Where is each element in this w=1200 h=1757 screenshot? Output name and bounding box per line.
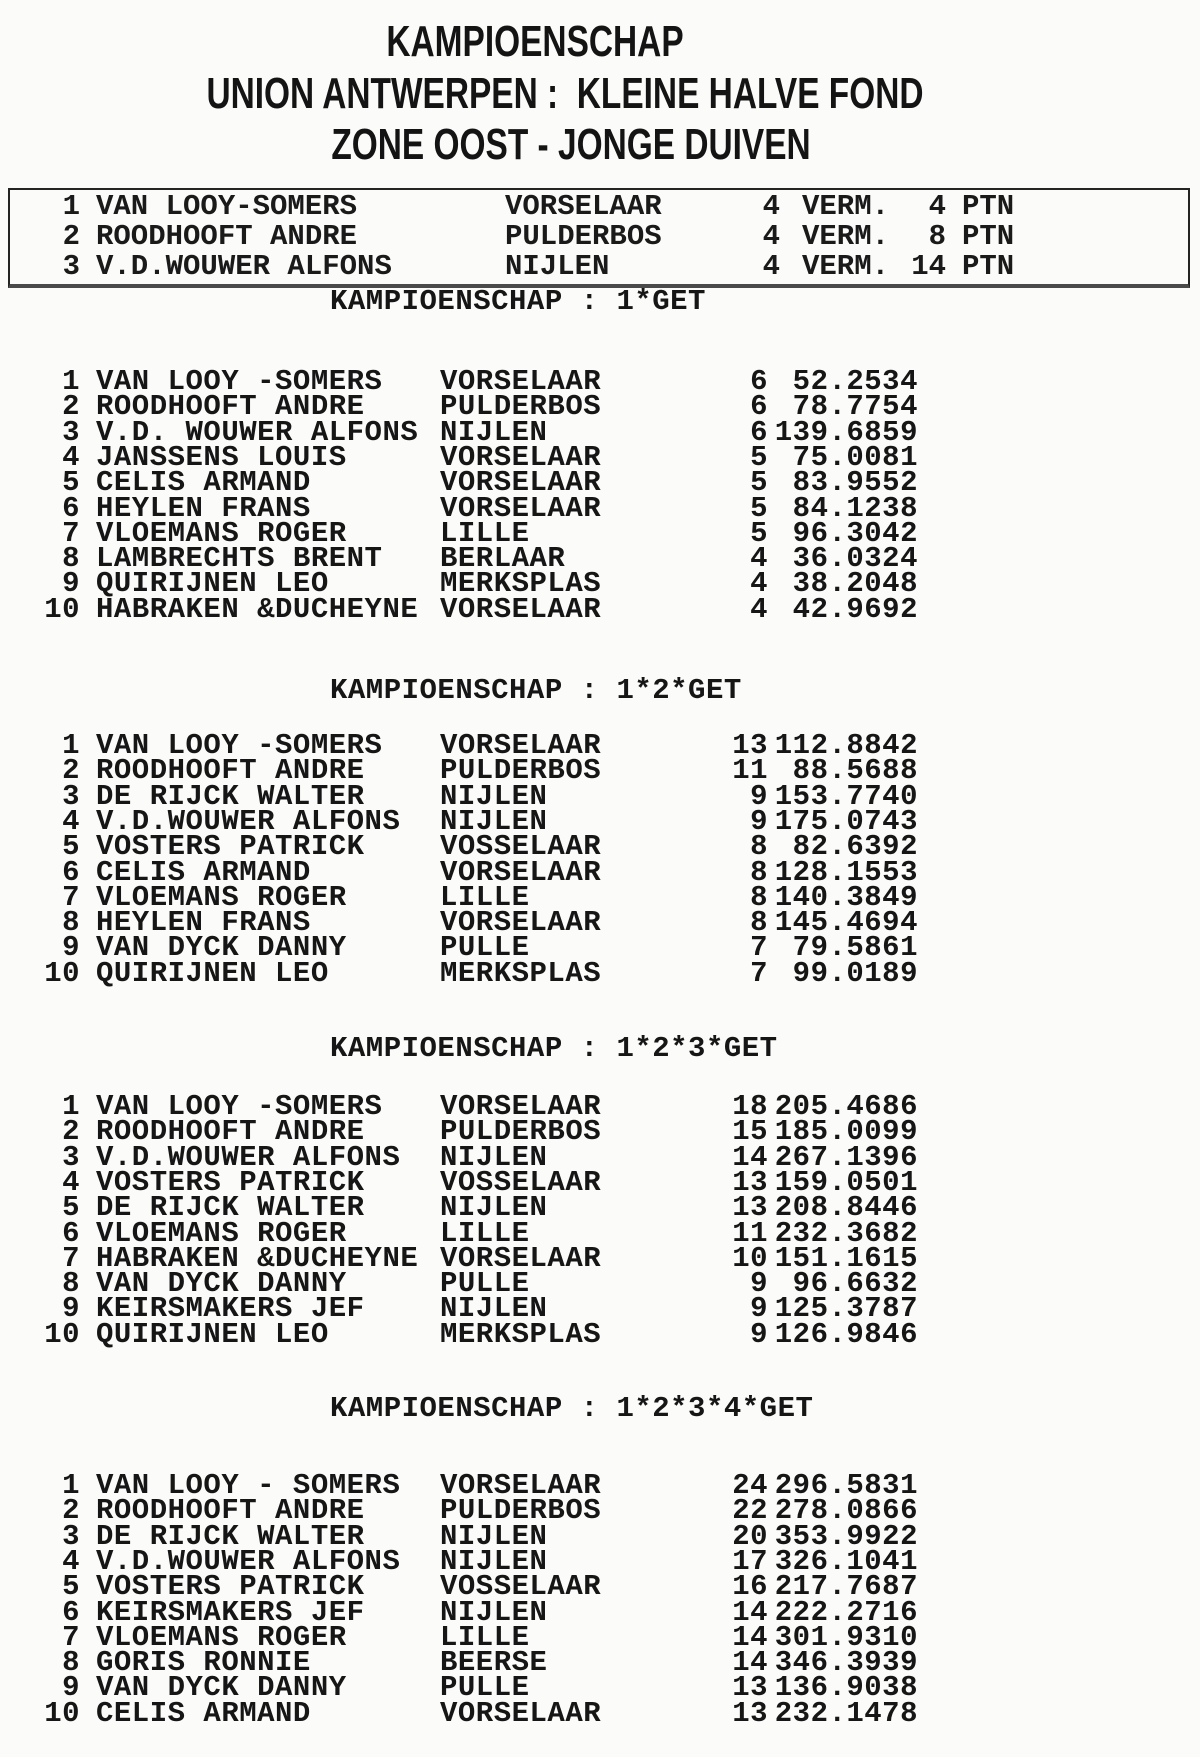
- fancier-name-cell: KEIRSMAKERS JEF: [96, 1292, 365, 1326]
- fancier-name-cell: HABRAKEN &DUCHEYNE: [96, 1241, 419, 1275]
- coefficient-cell: 222.2716: [774, 1595, 918, 1629]
- rank-cell: 1: [62, 1090, 80, 1123]
- rank-cell: 7: [62, 880, 80, 914]
- points-cell: 14: [911, 250, 946, 283]
- fancier-name-cell: V.D.WOUWER ALFONS: [96, 1544, 401, 1578]
- rank-cell: 6: [62, 1595, 80, 1629]
- prizes-count-cell: 20: [732, 1519, 768, 1553]
- prizes-count-cell: 9: [750, 1317, 768, 1351]
- prizes-count-cell: 7: [750, 956, 768, 990]
- verm-label: VERM.: [802, 250, 890, 283]
- report-title-line-2: UNION ANTWERPEN : KLEINE HALVE FOND: [206, 69, 924, 118]
- city-cell: PULDERBOS: [505, 220, 662, 253]
- prizes-count-cell: 8: [750, 855, 768, 889]
- prizes-count-cell: 18: [732, 1090, 768, 1123]
- coefficient-cell: 145.4694: [774, 906, 918, 940]
- coefficient-cell: 353.9922: [774, 1519, 918, 1553]
- rank-cell: 9: [62, 1671, 80, 1705]
- coefficient-cell: 126.9846: [774, 1317, 918, 1351]
- city-cell: NIJLEN: [440, 1544, 548, 1578]
- prizes-count-cell: 8: [750, 906, 768, 940]
- rank-cell: 5: [62, 1570, 80, 1604]
- prizes-count-cell: 6: [750, 390, 768, 424]
- prizes-count-cell: 13: [732, 1191, 768, 1225]
- rank-cell: 4: [62, 1165, 80, 1199]
- rank-cell: 10: [44, 956, 80, 990]
- coefficient-cell: 125.3787: [774, 1292, 918, 1326]
- prizes-count-cell: 5: [750, 440, 768, 474]
- prizes-count-cell: 22: [732, 1494, 768, 1528]
- fancier-name-cell: QUIRIJNEN LEO: [96, 1317, 329, 1351]
- rank-cell: 1: [62, 729, 80, 762]
- coefficient-cell: 96.6632: [792, 1267, 918, 1301]
- fancier-name-cell: CELIS ARMAND: [96, 855, 311, 889]
- coefficient-cell: 232.1478: [774, 1696, 918, 1730]
- rank-cell: 3: [62, 250, 80, 283]
- fancier-name-cell: V.D.WOUWER ALFONS: [96, 1140, 401, 1174]
- fancier-name-cell: QUIRIJNEN LEO: [96, 956, 329, 990]
- rank-cell: 9: [62, 931, 80, 965]
- coefficient-cell: 36.0324: [792, 542, 918, 576]
- coefficient-cell: 301.9310: [774, 1620, 918, 1654]
- city-cell: NIJLEN: [440, 415, 548, 449]
- coefficient-cell: 140.3849: [774, 880, 918, 914]
- verm-summary-box: [8, 188, 1190, 288]
- coefficient-cell: 84.1238: [792, 491, 918, 525]
- fancier-name-cell: ROODHOOFT ANDRE: [96, 1115, 365, 1149]
- coefficient-cell: 159.0501: [774, 1165, 918, 1199]
- coefficient-cell: 128.1553: [774, 855, 918, 889]
- city-cell: NIJLEN: [440, 1140, 548, 1174]
- fancier-name-cell: JANSSENS LOUIS: [96, 440, 347, 474]
- points-cell: 8: [928, 220, 946, 253]
- verm-count-cell: 4: [762, 190, 780, 223]
- city-cell: NIJLEN: [440, 1595, 548, 1629]
- verm-count-cell: 4: [762, 220, 780, 253]
- rank-cell: 7: [62, 1620, 80, 1654]
- section-heading: KAMPIOENSCHAP : 1*2*3*4*GET: [330, 1392, 814, 1425]
- coefficient-cell: 88.5688: [792, 754, 918, 788]
- coefficient-cell: 75.0081: [792, 440, 918, 474]
- fancier-name-cell: VOSTERS PATRICK: [96, 1165, 365, 1199]
- city-cell: LILLE: [440, 1216, 530, 1250]
- rank-cell: 3: [62, 415, 80, 449]
- prizes-count-cell: 10: [732, 1241, 768, 1275]
- prizes-count-cell: 16: [732, 1570, 768, 1604]
- city-cell: NIJLEN: [440, 1292, 548, 1326]
- city-cell: NIJLEN: [440, 1191, 548, 1225]
- ranking-table-row: [32, 1696, 918, 1730]
- points-cell: 4: [928, 190, 946, 223]
- city-cell: LILLE: [440, 880, 530, 914]
- coefficient-cell: 205.4686: [774, 1090, 918, 1123]
- fancier-name-cell: GORIS RONNIE: [96, 1646, 311, 1680]
- prizes-count-cell: 15: [732, 1115, 768, 1149]
- city-cell: VORSELAAR: [440, 1090, 602, 1123]
- rank-cell: 5: [62, 830, 80, 864]
- coefficient-cell: 346.3939: [774, 1646, 918, 1680]
- coefficient-cell: 78.7754: [792, 390, 918, 424]
- prizes-count-cell: 9: [750, 1267, 768, 1301]
- city-cell: NIJLEN: [505, 250, 610, 283]
- fancier-name-cell: HEYLEN FRANS: [96, 491, 311, 525]
- fancier-name-cell: DE RIJCK WALTER: [96, 1519, 365, 1553]
- rank-cell: 1: [62, 1469, 80, 1502]
- fancier-name-cell: VAN LOOY -SOMERS: [96, 729, 383, 762]
- fancier-name-cell: CELIS ARMAND: [96, 466, 311, 500]
- city-cell: VORSELAAR: [440, 906, 602, 940]
- prizes-count-cell: 8: [750, 830, 768, 864]
- city-cell: VORSELAAR: [440, 592, 602, 626]
- ptn-label: PTN: [962, 220, 1015, 253]
- coefficient-cell: 296.5831: [774, 1469, 918, 1502]
- fancier-name-cell: V.D. WOUWER ALFONS: [96, 415, 419, 449]
- fancier-name-cell: ROODHOOFT ANDRE: [96, 220, 358, 253]
- city-cell: LILLE: [440, 1620, 530, 1654]
- ranking-table-row: [32, 592, 918, 626]
- prizes-count-cell: 4: [750, 592, 768, 626]
- prizes-count-cell: 5: [750, 491, 768, 525]
- rank-cell: 8: [62, 1646, 80, 1680]
- fancier-name-cell: VLOEMANS ROGER: [96, 516, 347, 550]
- coefficient-cell: 185.0099: [774, 1115, 918, 1149]
- verm-label: VERM.: [802, 190, 890, 223]
- rank-cell: 2: [62, 1115, 80, 1149]
- prizes-count-cell: 5: [750, 516, 768, 550]
- city-cell: PULLE: [440, 1267, 530, 1301]
- city-cell: VORSELAAR: [440, 365, 602, 398]
- rank-cell: 7: [62, 516, 80, 550]
- rank-cell: 6: [62, 491, 80, 525]
- prizes-count-cell: 11: [732, 754, 768, 788]
- verm-box-row: [10, 222, 1188, 252]
- fancier-name-cell: ROODHOOFT ANDRE: [96, 390, 365, 424]
- prizes-count-cell: 14: [732, 1646, 768, 1680]
- prizes-count-cell: 14: [732, 1620, 768, 1654]
- rank-cell: 5: [62, 1191, 80, 1225]
- fancier-name-cell: VAN DYCK DANNY: [96, 931, 347, 965]
- coefficient-cell: 232.3682: [774, 1216, 918, 1250]
- city-cell: VORSELAAR: [440, 855, 602, 889]
- coefficient-cell: 208.8446: [774, 1191, 918, 1225]
- verm-count-cell: 4: [762, 250, 780, 283]
- rank-cell: 4: [62, 1544, 80, 1578]
- coefficient-cell: 83.9552: [792, 466, 918, 500]
- city-cell: VORSELAAR: [440, 466, 602, 500]
- verm-label: VERM.: [802, 220, 890, 253]
- coefficient-cell: 96.3042: [792, 516, 918, 550]
- rank-cell: 2: [62, 1494, 80, 1528]
- fancier-name-cell: CELIS ARMAND: [96, 1696, 311, 1730]
- report-title-line-1: KAMPIOENSCHAP: [386, 17, 684, 66]
- city-cell: MERKSPLAS: [440, 956, 602, 990]
- verm-box-row: [10, 252, 1188, 282]
- coefficient-cell: 99.0189: [792, 956, 918, 990]
- city-cell: VORSELAAR: [440, 440, 602, 474]
- fancier-name-cell: V.D.WOUWER ALFONS: [96, 250, 392, 283]
- rank-cell: 8: [62, 542, 80, 576]
- rank-cell: 10: [44, 1696, 80, 1730]
- prizes-count-cell: 6: [750, 415, 768, 449]
- city-cell: VORSELAAR: [440, 1696, 602, 1730]
- rank-cell: 3: [62, 1519, 80, 1553]
- fancier-name-cell: HEYLEN FRANS: [96, 906, 311, 940]
- rank-cell: 3: [62, 779, 80, 813]
- rank-cell: 9: [62, 1292, 80, 1326]
- fancier-name-cell: ROODHOOFT ANDRE: [96, 754, 365, 788]
- city-cell: PULLE: [440, 1671, 530, 1705]
- rank-cell: 3: [62, 1140, 80, 1174]
- fancier-name-cell: LAMBRECHTS BRENT: [96, 542, 383, 576]
- coefficient-cell: 326.1041: [774, 1544, 918, 1578]
- fancier-name-cell: DE RIJCK WALTER: [96, 1191, 365, 1225]
- city-cell: VORSELAAR: [505, 190, 662, 223]
- fancier-name-cell: V.D.WOUWER ALFONS: [96, 804, 401, 838]
- rank-cell: 8: [62, 906, 80, 940]
- coefficient-cell: 153.7740: [774, 779, 918, 813]
- prizes-count-cell: 4: [750, 542, 768, 576]
- coefficient-cell: 38.2048: [792, 567, 918, 601]
- rank-cell: 2: [62, 754, 80, 788]
- coefficient-cell: 52.2534: [792, 365, 918, 398]
- fancier-name-cell: VAN LOOY -SOMERS: [96, 365, 383, 398]
- city-cell: MERKSPLAS: [440, 567, 602, 601]
- city-cell: VORSELAAR: [440, 1241, 602, 1275]
- rank-cell: 2: [62, 390, 80, 424]
- city-cell: NIJLEN: [440, 1519, 548, 1553]
- city-cell: VORSELAAR: [440, 729, 602, 762]
- fancier-name-cell: VAN LOOY-SOMERS: [96, 190, 358, 223]
- city-cell: NIJLEN: [440, 779, 548, 813]
- prizes-count-cell: 14: [732, 1595, 768, 1629]
- prizes-count-cell: 13: [732, 1165, 768, 1199]
- city-cell: MERKSPLAS: [440, 1317, 602, 1351]
- city-cell: PULDERBOS: [440, 1115, 602, 1149]
- city-cell: PULLE: [440, 931, 530, 965]
- rank-cell: 5: [62, 466, 80, 500]
- coefficient-cell: 139.6859: [774, 415, 918, 449]
- prizes-count-cell: 17: [732, 1544, 768, 1578]
- city-cell: VORSELAAR: [440, 491, 602, 525]
- rank-cell: 6: [62, 855, 80, 889]
- rank-cell: 4: [62, 804, 80, 838]
- rank-cell: 1: [62, 190, 80, 223]
- prizes-count-cell: 9: [750, 804, 768, 838]
- city-cell: VORSELAAR: [440, 1469, 602, 1502]
- prizes-count-cell: 9: [750, 779, 768, 813]
- prizes-count-cell: 5: [750, 466, 768, 500]
- section-heading: KAMPIOENSCHAP : 1*2*GET: [330, 674, 742, 707]
- coefficient-cell: 267.1396: [774, 1140, 918, 1174]
- fancier-name-cell: VLOEMANS ROGER: [96, 1216, 347, 1250]
- ptn-label: PTN: [962, 190, 1015, 223]
- fancier-name-cell: VLOEMANS ROGER: [96, 1620, 347, 1654]
- city-cell: LILLE: [440, 516, 530, 550]
- ranking-table-row: [32, 956, 918, 990]
- city-cell: BERLAAR: [440, 542, 566, 576]
- coefficient-cell: 278.0866: [774, 1494, 918, 1528]
- coefficient-cell: 79.5861: [792, 931, 918, 965]
- coefficient-cell: 136.9038: [774, 1671, 918, 1705]
- city-cell: BEERSE: [440, 1646, 548, 1680]
- ptn-label: PTN: [962, 250, 1015, 283]
- coefficient-cell: 217.7687: [774, 1570, 918, 1604]
- prizes-count-cell: 13: [732, 1671, 768, 1705]
- fancier-name-cell: VOSTERS PATRICK: [96, 1570, 365, 1604]
- report-title-line-3: ZONE OOST - JONGE DUIVEN: [331, 120, 811, 169]
- city-cell: VOSSELAAR: [440, 1165, 602, 1199]
- prizes-count-cell: 13: [732, 729, 768, 762]
- city-cell: VOSSELAAR: [440, 1570, 602, 1604]
- rank-cell: 1: [62, 365, 80, 398]
- fancier-name-cell: VAN LOOY - SOMERS: [96, 1469, 401, 1502]
- section-heading: KAMPIOENSCHAP : 1*GET: [330, 285, 706, 318]
- coefficient-cell: 82.6392: [792, 830, 918, 864]
- coefficient-cell: 112.8842: [774, 729, 918, 762]
- rank-cell: 6: [62, 1216, 80, 1250]
- fancier-name-cell: ROODHOOFT ANDRE: [96, 1494, 365, 1528]
- prizes-count-cell: 6: [750, 365, 768, 398]
- coefficient-cell: 42.9692: [792, 592, 918, 626]
- prizes-count-cell: 11: [732, 1216, 768, 1250]
- fancier-name-cell: KEIRSMAKERS JEF: [96, 1595, 365, 1629]
- city-cell: NIJLEN: [440, 804, 548, 838]
- ranking-table-row: [32, 1317, 918, 1351]
- prizes-count-cell: 8: [750, 880, 768, 914]
- rank-cell: 10: [44, 592, 80, 626]
- verm-box-row: [10, 192, 1188, 222]
- fancier-name-cell: VOSTERS PATRICK: [96, 830, 365, 864]
- prizes-count-cell: 24: [732, 1469, 768, 1502]
- rank-cell: 2: [62, 220, 80, 253]
- rank-cell: 7: [62, 1241, 80, 1275]
- fancier-name-cell: VAN DYCK DANNY: [96, 1671, 347, 1705]
- rank-cell: 4: [62, 440, 80, 474]
- prizes-count-cell: 7: [750, 931, 768, 965]
- rank-cell: 8: [62, 1267, 80, 1301]
- fancier-name-cell: DE RIJCK WALTER: [96, 779, 365, 813]
- fancier-name-cell: VLOEMANS ROGER: [96, 880, 347, 914]
- rank-cell: 9: [62, 567, 80, 601]
- prizes-count-cell: 13: [732, 1696, 768, 1730]
- fancier-name-cell: VAN LOOY -SOMERS: [96, 1090, 383, 1123]
- section-heading: KAMPIOENSCHAP : 1*2*3*GET: [330, 1032, 778, 1065]
- fancier-name-cell: HABRAKEN &DUCHEYNE: [96, 592, 419, 626]
- prizes-count-cell: 4: [750, 567, 768, 601]
- city-cell: PULDERBOS: [440, 754, 602, 788]
- city-cell: PULDERBOS: [440, 390, 602, 424]
- prizes-count-cell: 14: [732, 1140, 768, 1174]
- fancier-name-cell: QUIRIJNEN LEO: [96, 567, 329, 601]
- city-cell: PULDERBOS: [440, 1494, 602, 1528]
- fancier-name-cell: VAN DYCK DANNY: [96, 1267, 347, 1301]
- rank-cell: 10: [44, 1317, 80, 1351]
- city-cell: VOSSELAAR: [440, 830, 602, 864]
- coefficient-cell: 175.0743: [774, 804, 918, 838]
- coefficient-cell: 151.1615: [774, 1241, 918, 1275]
- prizes-count-cell: 9: [750, 1292, 768, 1326]
